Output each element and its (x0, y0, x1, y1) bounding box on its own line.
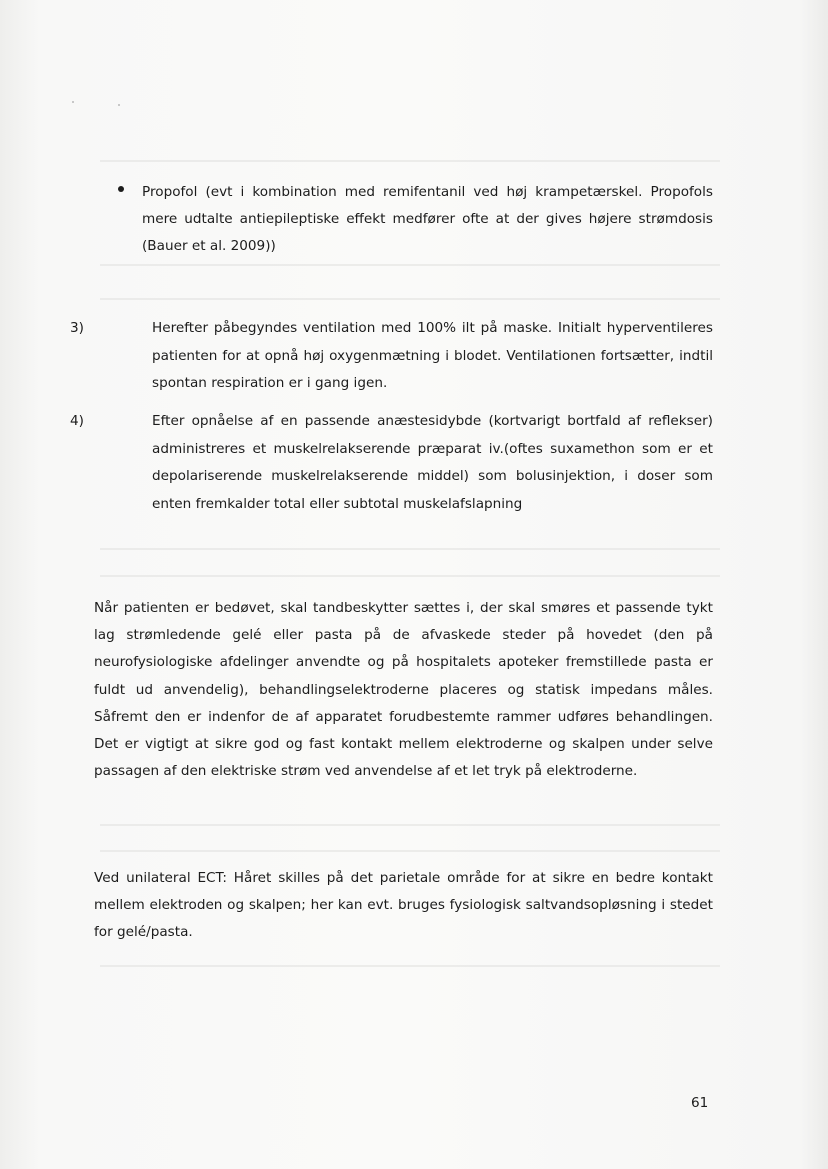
bleed-through-line (100, 824, 720, 826)
paragraph: Når patienten er bedøvet, skal tandbeskytter sættes i, der skal smøres et passende tykt lag strømledende gelé eller pasta på de afvaskede steder på hovedet (den på neurofysiologiske afdelinger anvendte og på hospitalets apoteker fremstillede pasta er fuldt ud anvendelig), behandlingselektroderne placeres og statisk impedans måles. Såfremt den er indenfor de af apparatet forudbestemte rammer udføres behandlingen. Det er vigtigt at sikre god og fast kontakt mellem elektroderne og skalpen under selve passagen af den elektriske strøm ved anvendelse af et let tryk på elektroderne. (94, 600, 713, 780)
bleed-through-line (100, 298, 720, 300)
bleed-through-line (100, 575, 720, 577)
bleed-through-line (100, 160, 720, 162)
numbered-item-text: Efter opnåelse af en passende anæstesidybde (kortvarigt bortfald af reflekser) administreres et muskelrelakserende præparat iv.(oftes suxamethon som er et depolariserende muskelrelakserende middel) som bolusinjektion, i doser som enten fremkalder total eller subtotal muskelafslapning (152, 413, 713, 512)
bleed-through-line (100, 850, 720, 852)
bullet-icon (118, 186, 124, 192)
scan-speck (118, 104, 120, 106)
bullet-item-text: Propofol (evt i kombination med remifentanil ved høj krampetærskel. Propofols mere udtalte antiepileptiske effekt medfører ofte at der gives højere strømdosis (Bauer et al. 2009)) (142, 184, 713, 254)
page-number: 61 (691, 1095, 709, 1111)
scan-speck (72, 101, 74, 103)
paragraph: Ved unilateral ECT: Håret skilles på det parietale område for at sikre en bedre kontakt mellem elektroden og skalpen; her kan evt. bruges fysiologisk saltvandsopløsning i stedet for gelé/pasta. (94, 870, 713, 941)
numbered-item-text: Herefter påbegyndes ventilation med 100% ilt på maske. Initialt hyperventileres patienten for at opnå høj oxygenmætning i blodet. Ventilationen fortsætter, indtil spontan respiration er i gang igen. (152, 320, 713, 391)
item-number: 3) (70, 320, 84, 336)
bleed-through-line (100, 965, 720, 967)
item-number: 4) (70, 413, 84, 429)
bleed-through-line (100, 264, 720, 266)
bleed-through-line (100, 548, 720, 550)
